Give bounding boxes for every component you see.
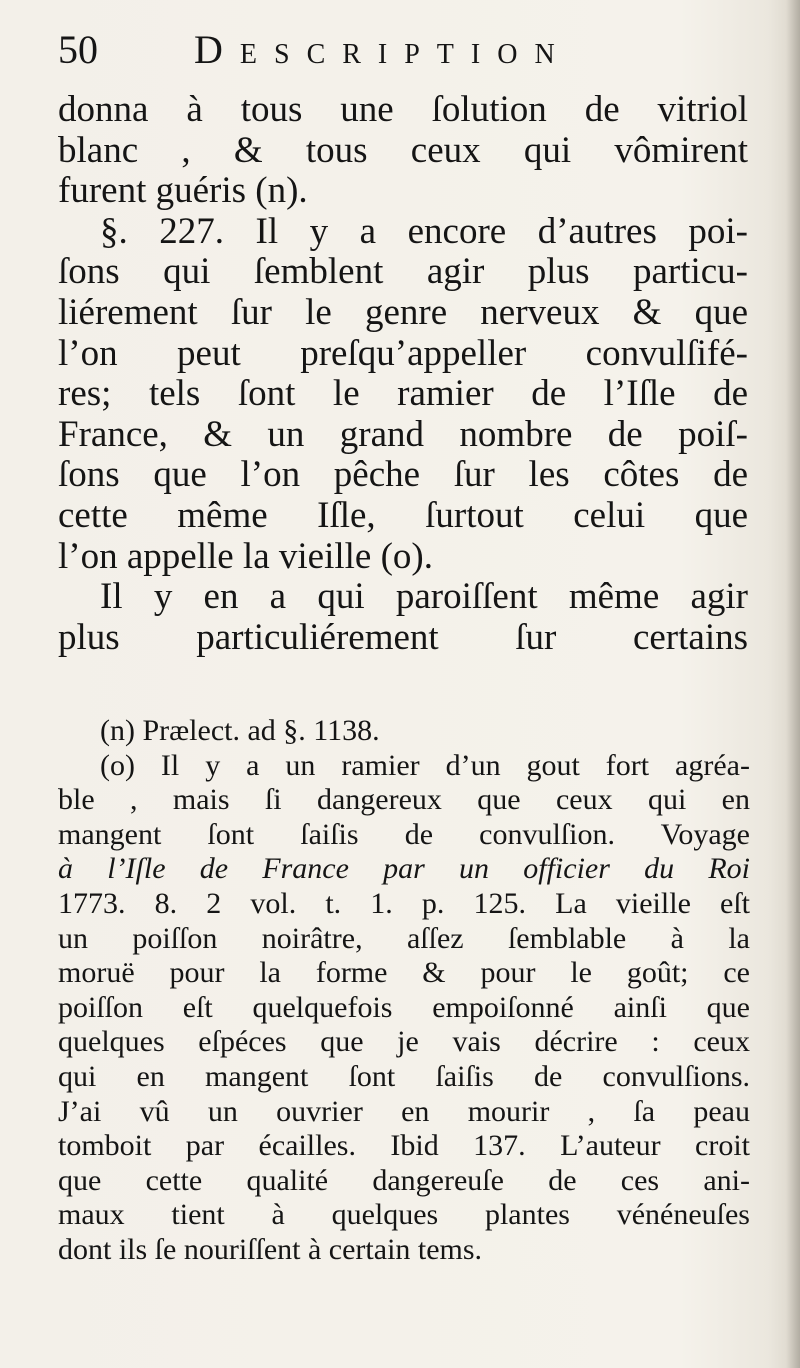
text-line: liérement ſur le genre nerveux & que [58,291,748,333]
text-line: ſons qui ſemblent agir plus particu- [58,251,748,293]
footnotes [58,714,750,1268]
footnote-o-line: qui en mangent ſont ſaiſis de convulſions. [58,1059,750,1093]
footnote-o-line: ble , mais ſi dangereux que ceux qui en [58,783,750,817]
text-line: res; tels ſont le ramier de l’Iſle de [58,373,748,415]
text-line: France, & un grand nombre de poiſ- [58,413,748,455]
footnote-o-line: un poiſſon noirâtre, aſſez ſemblable à la [58,921,750,955]
text-line: l’on appelle la vieille (o). [58,535,433,577]
footnote-o-line: (o) Il y a un ramier d’un gout fort agréa- [100,748,750,782]
footnote-o-line: que cette qualité dangereuſe de ces ani- [58,1163,750,1197]
footnote-o-line: mangent ſont ſaiſis de convulſion. Voyage [58,817,750,851]
page-edge-shadow [786,0,800,1368]
text-line: §. 227. Il y a encore d’autres poi- [100,210,748,252]
footnote-o-line: dont ils ſe nouriſſent à certain tems. [58,1232,483,1266]
footnote-o-line: tomboit par écailles. Ibid 137. L’auteur croit [58,1129,750,1163]
footnote-o-line: J’ai vû un ouvrier en mourir , ſa peau [58,1094,750,1128]
text-line: blanc , & tous ceux qui vômirent [58,129,748,171]
footnote-o-line: à l’Iſle de France par un officier du Roi [58,852,750,886]
text-line: ſons que l’on pêche ſur les côtes de [58,454,748,496]
footnote-o-line: 1773. 8. 2 vol. t. 1. p. 125. La vieille eſt [58,886,750,920]
text-line: furent guéris (n). [58,170,308,212]
footnote-o-line: moruë pour la forme & pour le goût; ce [58,956,750,990]
footnote-o-line: quelques eſpéces que je vais décrire : ceux [58,1025,750,1059]
page-number: 50 [58,27,98,72]
text-line: cette même Iſle, ſurtout celui que [58,494,748,536]
page-header [58,18,758,78]
text-line: Il y en a qui paroiſſent même agir [100,576,748,618]
text-line: donna à tous une ſolution de vitriol [58,89,748,130]
text-line: plus particuliérement ſur certains [58,616,748,658]
main-text [58,90,748,658]
footnote-o-line: maux tient à quelques plantes vénéneuſes [58,1198,750,1232]
text-line: l’on peut preſqu’appeller convulſifé- [58,332,748,374]
footnote-o-line: poiſſon eſt quelquefois empoiſonné ainſi que [58,990,750,1024]
footnote-n: (n) Prælect. ad §. 1138. [100,714,380,747]
running-title: Description [194,27,572,72]
